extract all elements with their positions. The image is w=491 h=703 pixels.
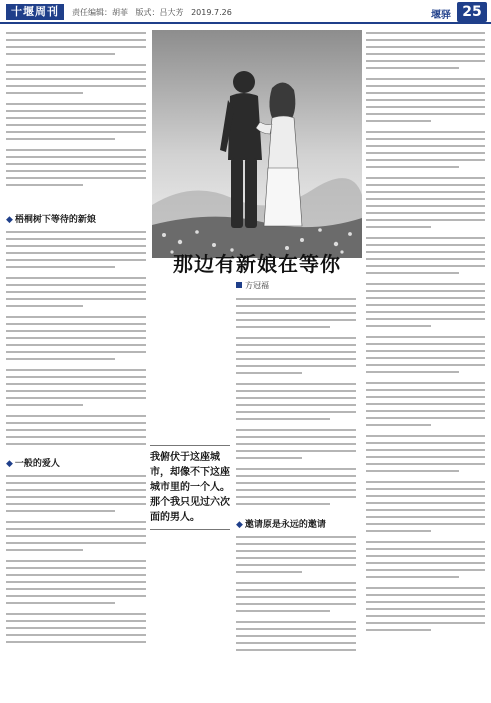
designer-credit: 版式：吕大芳: [135, 8, 184, 17]
masthead-meta: [72, 7, 237, 18]
article-headline: 那边有新娘在等你: [173, 252, 341, 276]
couple-illustration: [152, 30, 362, 258]
article-illustration: [152, 30, 362, 258]
section-subhead: ◆ 一般的爱人: [6, 459, 60, 469]
square-bullet-icon: ◆: [6, 215, 13, 225]
issue-date: 2019.7.26: [191, 8, 232, 17]
text-block: [6, 231, 146, 451]
editor-credit: 责任编辑：胡菲: [72, 8, 128, 17]
text-block: [6, 475, 146, 645]
left-text-column: [6, 32, 146, 680]
text-block: [366, 32, 485, 631]
right-text-column: [366, 32, 485, 684]
square-bullet-icon: [236, 282, 242, 288]
middle-text-column: [236, 298, 356, 684]
pull-quote: 我俯伏于这座城市，却像不下这座城市里的一个人。那个我只见过六次面的男人。: [150, 445, 230, 530]
section-subhead: ◆ 邀请原是永远的邀请: [236, 520, 326, 530]
text-block: [6, 32, 146, 207]
text-block: [236, 536, 356, 651]
publication-logo: 十堰周刊: [6, 4, 64, 20]
article-byline: [236, 280, 269, 291]
section-name: 堰驿: [431, 10, 451, 21]
section-subhead: ◆ 梧桐树下等待的新娘: [6, 215, 96, 225]
square-bullet-icon: ◆: [6, 459, 13, 469]
author-name: 方冠福: [245, 281, 269, 290]
page-number: 25: [457, 2, 487, 22]
masthead: [0, 0, 491, 24]
square-bullet-icon: ◆: [236, 520, 243, 530]
text-block: [236, 298, 356, 505]
